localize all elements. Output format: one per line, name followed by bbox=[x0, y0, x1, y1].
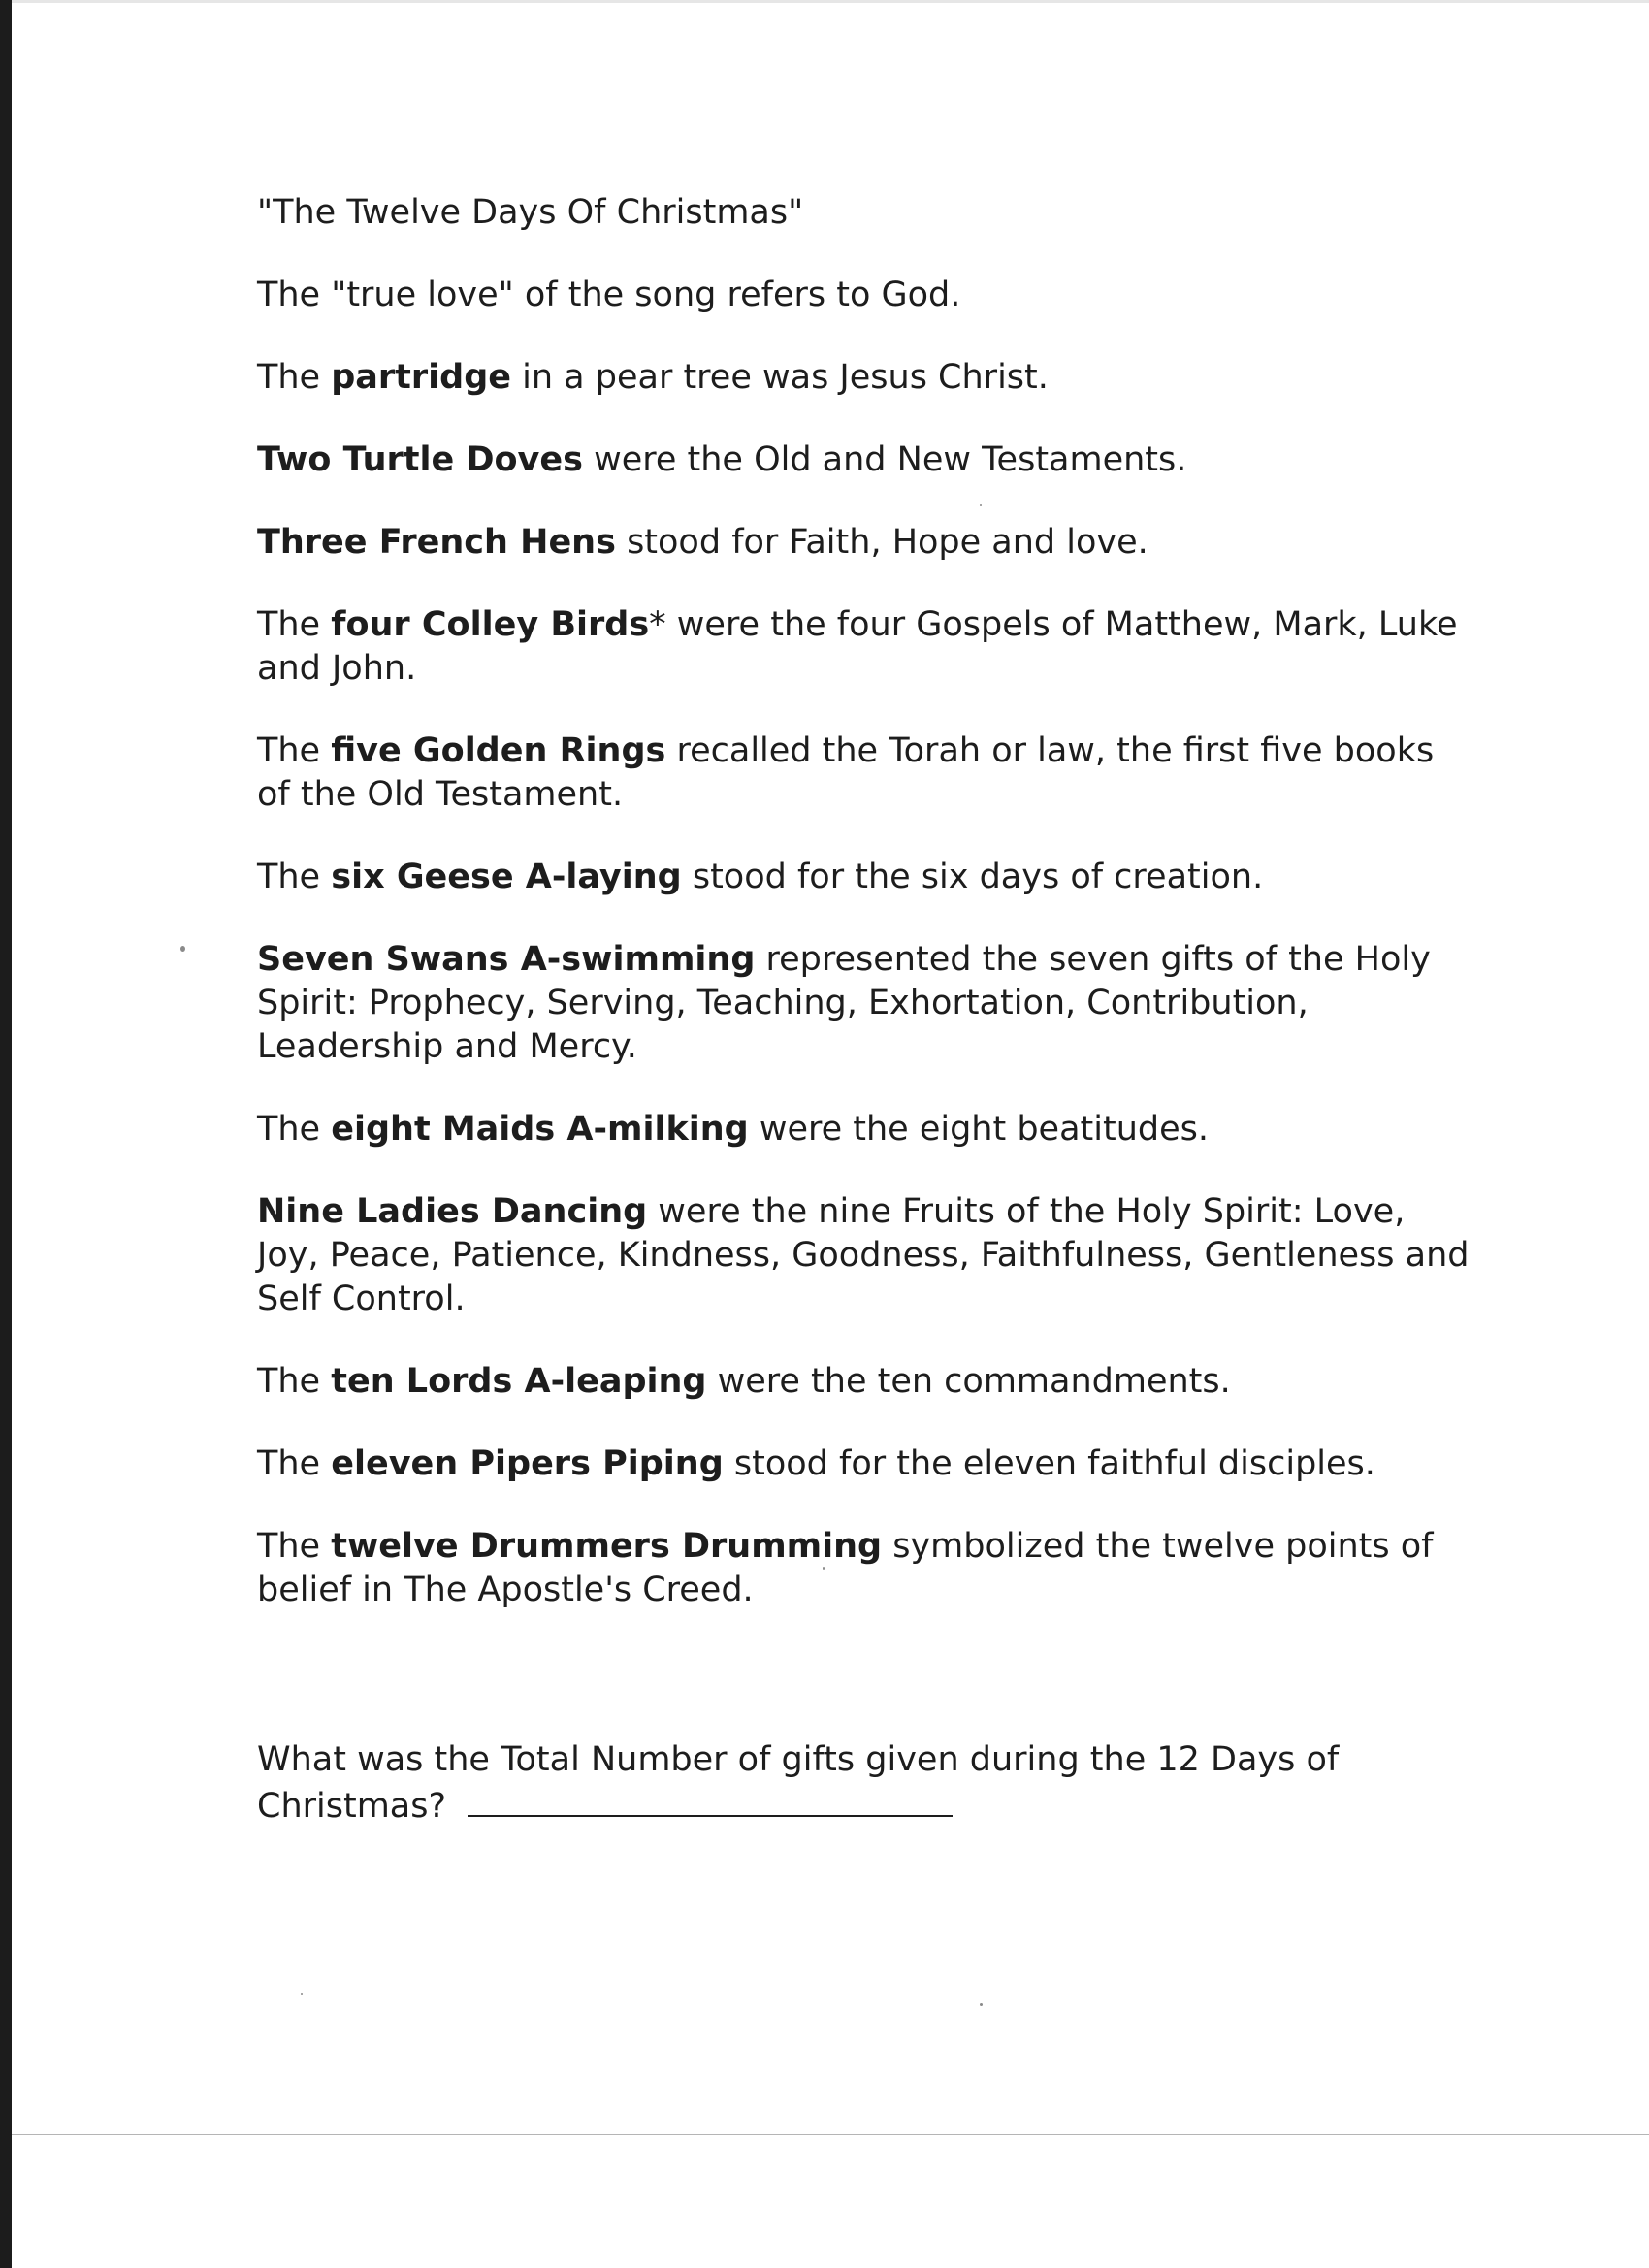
question bbox=[257, 1738, 1470, 1829]
item-text: The bbox=[257, 1362, 332, 1401]
item-bold-term: four Colley Birds bbox=[331, 605, 650, 644]
question-text: What was the Total Number of gifts given during the 12 Days of Christmas? bbox=[257, 1740, 1340, 1826]
item-text: The bbox=[257, 1444, 332, 1483]
symbol-item-ladies bbox=[257, 1190, 1470, 1321]
item-text: were the eight beatitudes. bbox=[748, 1110, 1209, 1149]
item-text: symbolized the twelve points of belief in The Apostle's Creed. bbox=[257, 1527, 1434, 1609]
answer-blank[interactable] bbox=[468, 1782, 953, 1817]
symbol-item-drummers bbox=[257, 1525, 1470, 1612]
item-bold-term: eleven Pipers Piping bbox=[331, 1444, 724, 1483]
scan-speck bbox=[301, 1993, 303, 1995]
item-bold-term: Two Turtle Doves bbox=[257, 440, 583, 479]
scan-speck bbox=[180, 946, 185, 952]
document-title: "The Twelve Days Of Christmas" bbox=[257, 193, 804, 232]
item-bold-term: Seven Swans A-swimming bbox=[257, 940, 756, 979]
page-bottom-edge bbox=[12, 2134, 1649, 2135]
item-text: The bbox=[257, 605, 332, 644]
item-bold-term: ten Lords A-leaping bbox=[331, 1362, 707, 1401]
item-text: The bbox=[257, 358, 332, 397]
item-bold-term: partridge bbox=[331, 358, 512, 397]
item-text: stood for the eleven faithful disciples. bbox=[723, 1444, 1375, 1483]
scan-speck bbox=[980, 504, 982, 506]
scan-top-edge bbox=[12, 0, 1649, 3]
item-bold-term: Nine Ladies Dancing bbox=[257, 1192, 648, 1231]
item-text: stood for the six days of creation. bbox=[681, 858, 1264, 896]
symbol-item-golden-rings bbox=[257, 729, 1470, 817]
item-text: were the nine Fruits of the Holy Spirit: Love, Joy, Peace, Patience, Kindness, Goodness, Faithfulness, Gentleness and Self Control. bbox=[257, 1192, 1470, 1318]
symbol-item-lords bbox=[257, 1360, 1470, 1404]
item-text: The bbox=[257, 1110, 332, 1149]
symbol-item-colley-birds bbox=[257, 603, 1470, 691]
symbol-item-pipers bbox=[257, 1442, 1470, 1486]
scan-speck bbox=[980, 2003, 983, 2006]
item-text: The bbox=[257, 1527, 332, 1566]
item-bold-term: twelve Drummers Drumming bbox=[331, 1527, 883, 1566]
intro-line: The "true love" of the song refers to God. bbox=[257, 275, 961, 314]
item-bold-term: five Golden Rings bbox=[331, 731, 666, 770]
item-text: represented the seven gifts of the Holy Spirit: Prophecy, Serving, Teaching, Exhortation, Contribution, Leadership and Mercy. bbox=[257, 940, 1431, 1066]
symbol-item-maids bbox=[257, 1108, 1470, 1151]
symbol-item-partridge bbox=[257, 356, 1470, 400]
item-text: The bbox=[257, 858, 332, 896]
item-text: were the ten commandments. bbox=[706, 1362, 1231, 1401]
item-bold-term: Three French Hens bbox=[257, 523, 616, 562]
symbol-item-turtle-doves bbox=[257, 438, 1470, 482]
symbol-item-geese bbox=[257, 856, 1470, 899]
item-text: The bbox=[257, 731, 332, 770]
item-text: recalled the Torah or law, the first five books of the Old Testament. bbox=[257, 731, 1435, 814]
item-text: stood for Faith, Hope and love. bbox=[615, 523, 1148, 562]
item-text: were the Old and New Testaments. bbox=[582, 440, 1187, 479]
symbol-item-french-hens bbox=[257, 521, 1470, 565]
item-bold-term: six Geese A-laying bbox=[331, 858, 682, 896]
item-text: in a pear tree was Jesus Christ. bbox=[511, 358, 1049, 397]
item-bold-term: eight Maids A-milking bbox=[331, 1110, 749, 1149]
document bbox=[257, 191, 1470, 1867]
scan-speck bbox=[823, 1567, 824, 1570]
item-text: * were the four Gospels of Matthew, Mark, Luke and John. bbox=[257, 605, 1458, 688]
symbol-item-swans bbox=[257, 938, 1470, 1069]
scan-left-edge bbox=[0, 0, 12, 2268]
